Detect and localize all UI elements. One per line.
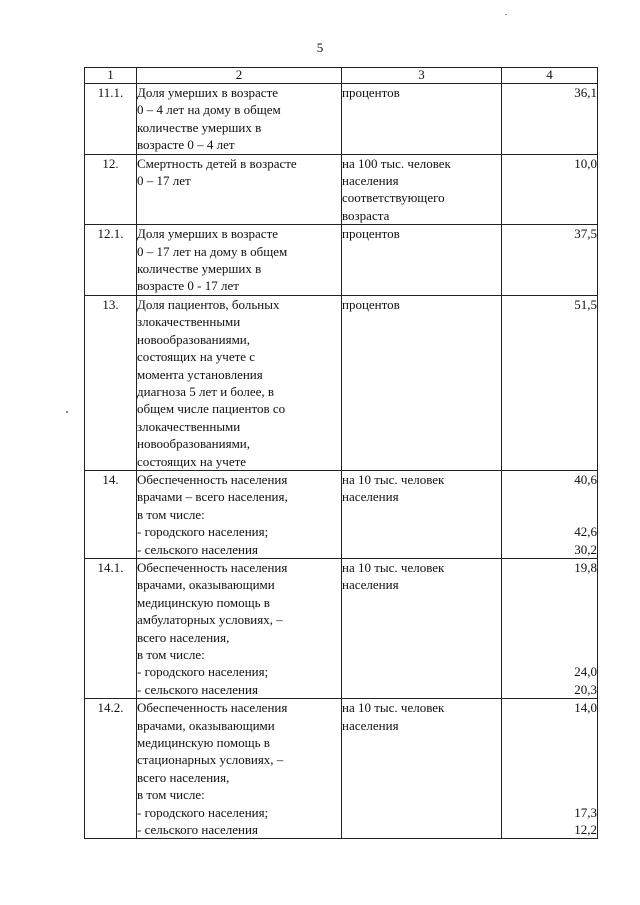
unit-line: на 100 тыс. человек xyxy=(342,155,451,171)
value-line: 42,6 xyxy=(574,524,597,540)
indicator-line: момента установления xyxy=(137,366,263,382)
value-cell xyxy=(502,154,598,225)
scan-speck xyxy=(66,411,68,413)
value-cell xyxy=(502,558,598,698)
unit-line: процентов xyxy=(342,85,400,100)
value-cell xyxy=(502,470,598,558)
indicator-line: всего населения, xyxy=(137,629,230,645)
indicator-line: медицинскую помощь в xyxy=(137,594,270,610)
value-line xyxy=(502,786,597,803)
indicator-line: в том числе: xyxy=(137,506,205,522)
table-row xyxy=(85,558,598,698)
value-line xyxy=(502,769,597,786)
column-header-1: 1 xyxy=(85,68,137,84)
indicator-line: Обеспеченность населения xyxy=(137,471,288,487)
unit-line: процентов xyxy=(342,226,400,242)
indicator-line: 0 – 17 лет xyxy=(137,173,191,189)
table-row xyxy=(85,699,598,839)
indicator-line: Обеспеченность населения xyxy=(137,700,288,716)
indicator-line: злокачественными xyxy=(137,314,241,330)
indicator-line: - городского населения; xyxy=(137,524,269,540)
unit-cell xyxy=(342,84,502,155)
value-cell xyxy=(502,295,598,470)
unit-line: населения xyxy=(342,717,399,733)
value-line: 14,0 xyxy=(574,700,597,716)
indicator-line: амбулаторных условиях, – xyxy=(137,612,283,628)
indicator-line: Обеспеченность населения xyxy=(137,559,288,575)
unit-cell xyxy=(342,295,502,470)
indicator-line: врачами – всего населения, xyxy=(137,489,288,505)
row-number-cell: 12. xyxy=(85,154,137,225)
indicator-line: Доля умерших в возрасте xyxy=(137,226,279,242)
table-header-row xyxy=(85,68,598,84)
row-number-cell: 14.1. xyxy=(85,558,137,698)
indicator-line: - сельского населения xyxy=(137,822,258,838)
row-number-cell: 11.1. xyxy=(85,84,137,155)
indicator-line: - городского населения; xyxy=(137,664,269,680)
indicator-line: возрасте 0 - 17 лет xyxy=(137,278,239,294)
indicator-line: Смертность детей в возрасте xyxy=(137,155,297,171)
table-body xyxy=(85,68,598,839)
indicator-line: новообразованиями, xyxy=(137,331,251,347)
unit-cell xyxy=(342,699,502,839)
unit-cell xyxy=(342,154,502,225)
indicator-line: - сельского населения xyxy=(137,681,258,697)
indicator-line: в том числе: xyxy=(137,787,205,803)
indicator-line: в том числе: xyxy=(137,647,205,662)
indicator-line: возрасте 0 – 4 лет xyxy=(137,137,235,153)
value-line xyxy=(502,611,597,628)
value-line xyxy=(502,576,597,593)
indicator-line: Доля пациентов, больных xyxy=(137,296,280,312)
indicator-line: врачами, оказывающими xyxy=(137,717,275,733)
indicator-cell xyxy=(137,470,342,558)
column-header-4: 4 xyxy=(502,68,598,84)
indicator-cell xyxy=(137,154,342,225)
unit-line: процентов xyxy=(342,296,400,312)
indicators-table xyxy=(84,67,598,839)
value-line: 51,5 xyxy=(574,296,597,312)
indicator-cell xyxy=(137,699,342,839)
table-row xyxy=(85,84,598,155)
indicator-line: - сельского населения xyxy=(137,541,258,557)
indicator-line: новообразованиями, xyxy=(137,436,251,452)
indicator-line: злокачественными xyxy=(137,418,241,434)
indicator-line: 0 – 17 лет на дому в общем xyxy=(137,243,288,259)
value-line: 40,6 xyxy=(574,471,597,487)
row-number-cell: 14.2. xyxy=(85,699,137,839)
value-line: 20,3 xyxy=(574,681,597,697)
value-line: 17,3 xyxy=(574,804,597,820)
unit-line: на 10 тыс. человек xyxy=(342,471,445,487)
unit-cell xyxy=(342,558,502,698)
indicator-line: состоящих на учете с xyxy=(137,349,256,365)
value-line xyxy=(502,629,597,646)
indicator-cell xyxy=(137,558,342,698)
indicator-line: количестве умерших в xyxy=(137,261,262,277)
table-row xyxy=(85,295,598,470)
indicator-cell xyxy=(137,225,342,296)
value-line: 37,5 xyxy=(574,226,597,242)
row-number-cell: 12.1. xyxy=(85,225,137,296)
unit-cell xyxy=(342,470,502,558)
page-number: 5 xyxy=(316,40,324,55)
row-number-cell: 14. xyxy=(85,470,137,558)
row-number-cell: 13. xyxy=(85,295,137,470)
indicator-line: количестве умерших в xyxy=(137,119,262,135)
unit-cell xyxy=(342,225,502,296)
indicator-line: общем числе пациентов со xyxy=(137,401,286,417)
indicator-line: врачами, оказывающими xyxy=(137,577,275,593)
indicator-line: всего населения, xyxy=(137,769,230,785)
unit-line: населения xyxy=(342,577,399,593)
unit-line: на 10 тыс. человек xyxy=(342,700,445,716)
indicator-line: - городского населения; xyxy=(137,804,269,820)
table-row xyxy=(85,470,598,558)
value-line: 12,2 xyxy=(574,822,597,838)
table-row xyxy=(85,154,598,225)
indicator-cell xyxy=(137,84,342,155)
value-line xyxy=(502,488,597,505)
table-row xyxy=(85,225,598,296)
unit-line: соответствующего xyxy=(342,190,445,206)
indicator-line: медицинскую помощь в xyxy=(137,735,270,751)
unit-line: населения xyxy=(342,173,399,189)
value-line xyxy=(502,646,597,663)
value-cell xyxy=(502,84,598,155)
indicator-line: Доля умерших в возрасте xyxy=(137,85,279,100)
value-line: 24,0 xyxy=(574,664,597,680)
indicator-line: стационарных условиях, – xyxy=(137,752,284,768)
value-line xyxy=(502,506,597,523)
scan-speck xyxy=(505,14,507,15)
column-header-2: 2 xyxy=(137,68,342,84)
indicator-cell xyxy=(137,295,342,470)
value-line xyxy=(502,751,597,768)
unit-line: на 10 тыс. человек xyxy=(342,559,445,575)
value-line: 36,1 xyxy=(574,85,597,100)
unit-line: возраста xyxy=(342,207,390,223)
indicator-line: состоящих на учете xyxy=(137,453,247,469)
indicator-line: 0 – 4 лет на дому в общем xyxy=(137,102,281,118)
column-header-3: 3 xyxy=(342,68,502,84)
value-line xyxy=(502,594,597,611)
value-line: 19,8 xyxy=(574,559,597,575)
indicator-line: диагноза 5 лет и более, в xyxy=(137,383,275,399)
value-line: 10,0 xyxy=(574,155,597,171)
value-cell xyxy=(502,225,598,296)
value-line xyxy=(502,717,597,734)
value-line: 30,2 xyxy=(574,541,597,557)
value-line xyxy=(502,734,597,751)
value-cell xyxy=(502,699,598,839)
unit-line: населения xyxy=(342,489,399,505)
